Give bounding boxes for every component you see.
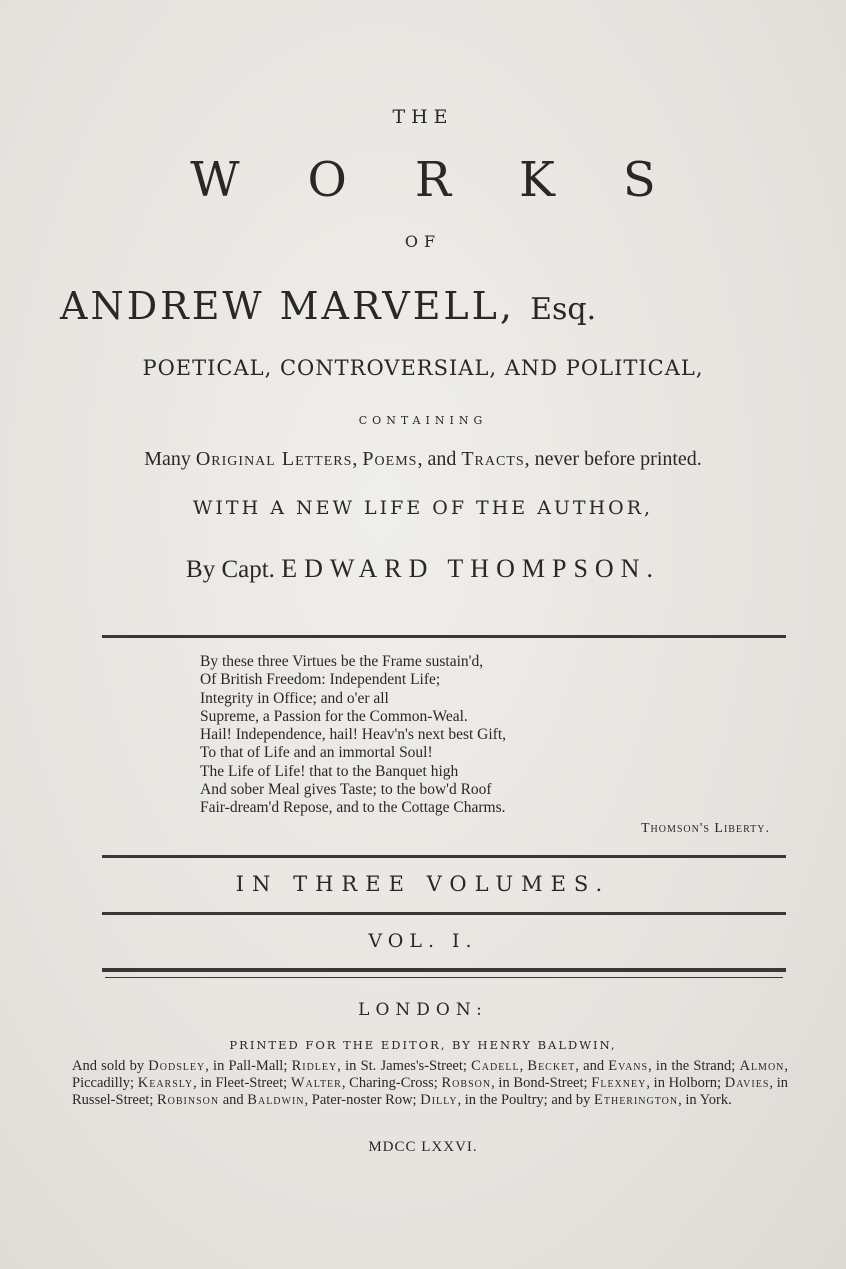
works-letter: O	[307, 152, 347, 208]
volume-number: VOL. I.	[368, 930, 478, 952]
imprint-city: LONDON:	[358, 1000, 488, 1020]
bookseller-name: Evans	[608, 1058, 649, 1074]
author-name	[60, 284, 800, 328]
bookseller-name: Baldwin	[247, 1092, 305, 1108]
imprint-text: , Charing-Cross;	[341, 1075, 442, 1091]
contents-line	[0, 448, 846, 471]
imprint-text: and	[219, 1092, 248, 1108]
imprint-date: MDCC LXXVI.	[368, 1139, 478, 1155]
byline	[0, 554, 846, 584]
divider-rule	[102, 912, 786, 915]
imprint-text: , and	[575, 1058, 609, 1074]
imprint-text: , in Pall-Mall;	[205, 1058, 292, 1074]
epigraph-line: Of British Freedom: Independent Life;	[200, 671, 441, 689]
bookseller-name: Etherington	[594, 1092, 679, 1108]
bookseller-name: Robson	[441, 1075, 492, 1091]
bookseller-name: Cadell	[471, 1058, 520, 1074]
imprint-text: ,	[519, 1058, 528, 1074]
bookseller-name: Dodsley	[148, 1058, 206, 1074]
title-works	[0, 152, 846, 208]
epigraph-line: Supreme, a Passion for the Common-Weal.	[200, 707, 468, 725]
works-letter: W	[190, 152, 240, 208]
bookseller-name: Dilly	[420, 1092, 458, 1108]
imprint-text: , in Holborn;	[646, 1075, 725, 1091]
divider-rule-thin	[105, 977, 783, 978]
contents-text: , never before printed.	[524, 448, 702, 470]
imprint-text: , in the Poultry; and by	[457, 1092, 595, 1108]
epigraph-attribution: Thomson's Liberty.	[640, 821, 770, 836]
epigraph-line: Hail! Independence, hail! Heav'n's next best Gift,	[200, 726, 507, 744]
works-letter: S	[622, 152, 656, 208]
title-the: THE	[392, 106, 454, 128]
contents-text: ,	[352, 448, 363, 470]
divider-rule	[102, 635, 786, 638]
imprint-printer: PRINTED FOR THE EDITOR, BY HENRY BALDWIN,	[229, 1038, 617, 1052]
imprint-text: , Pater-noster Row;	[304, 1092, 421, 1108]
imprint-text: , in Fleet-Street;	[193, 1075, 291, 1091]
imprint-text: , in Bond-Street;	[491, 1075, 592, 1091]
imprint-text: , in St. James's-Street;	[337, 1058, 472, 1074]
author-esq: Esq.	[530, 292, 597, 327]
new-life-line: WITH A NEW LIFE OF THE AUTHOR,	[192, 497, 654, 519]
byline-prefix: By Capt.	[186, 556, 282, 583]
divider-rule	[102, 968, 786, 972]
imprint-booksellers	[72, 1058, 788, 1109]
contents-text: Tracts	[461, 448, 525, 470]
imprint-text: And sold by	[72, 1058, 149, 1074]
author-name-text: ANDREW MARVELL,	[60, 284, 515, 328]
byline-name: EDWARD THOMPSON.	[281, 554, 660, 583]
bookseller-name: Walter	[290, 1075, 342, 1091]
divider-rule	[102, 855, 786, 858]
imprint-text: , Piccadilly;	[72, 1058, 789, 1091]
bookseller-name: Ridley	[291, 1058, 338, 1074]
contents-text: , and	[417, 448, 462, 470]
bookseller-name: Davies	[724, 1075, 770, 1091]
bookseller-name: Kearsly	[137, 1075, 194, 1091]
epigraph-line: By these three Virtues be the Frame sustain'd,	[200, 653, 484, 670]
bookseller-name: Almon	[739, 1058, 785, 1074]
contents-text: Many	[144, 448, 196, 470]
imprint-text: , in York.	[678, 1092, 732, 1108]
epigraph-line: And sober Meal gives Taste; to the bow'd Roof	[200, 781, 492, 799]
works-letter: K	[519, 152, 555, 208]
imprint-text: , in Russel-Street;	[72, 1075, 789, 1108]
epigraph-line: To that of Life and an immortal Soul!	[200, 744, 433, 762]
epigraph-line: Fair-dream'd Repose, and to the Cottage Charms.	[200, 799, 506, 817]
bookseller-name: Flexney	[591, 1075, 647, 1091]
epigraph	[200, 653, 506, 818]
bookseller-name: Robinson	[156, 1092, 220, 1108]
imprint-text: , in the Strand;	[648, 1058, 740, 1074]
bookseller-name: Becket	[527, 1058, 576, 1074]
contents-text: Poems	[362, 448, 418, 470]
containing: CONTAINING	[358, 414, 488, 427]
title-of: OF	[404, 232, 442, 251]
epigraph-line: The Life of Life! that to the Banquet high	[200, 762, 459, 780]
subtitle: POETICAL, CONTROVERSIAL, AND POLITICAL,	[142, 356, 704, 380]
volumes-line: IN THREE VOLUMES.	[235, 872, 611, 896]
contents-text: Original Letters	[195, 448, 353, 470]
epigraph-line: Integrity in Office; and o'er all	[200, 689, 389, 707]
works-letter: R	[414, 152, 452, 208]
